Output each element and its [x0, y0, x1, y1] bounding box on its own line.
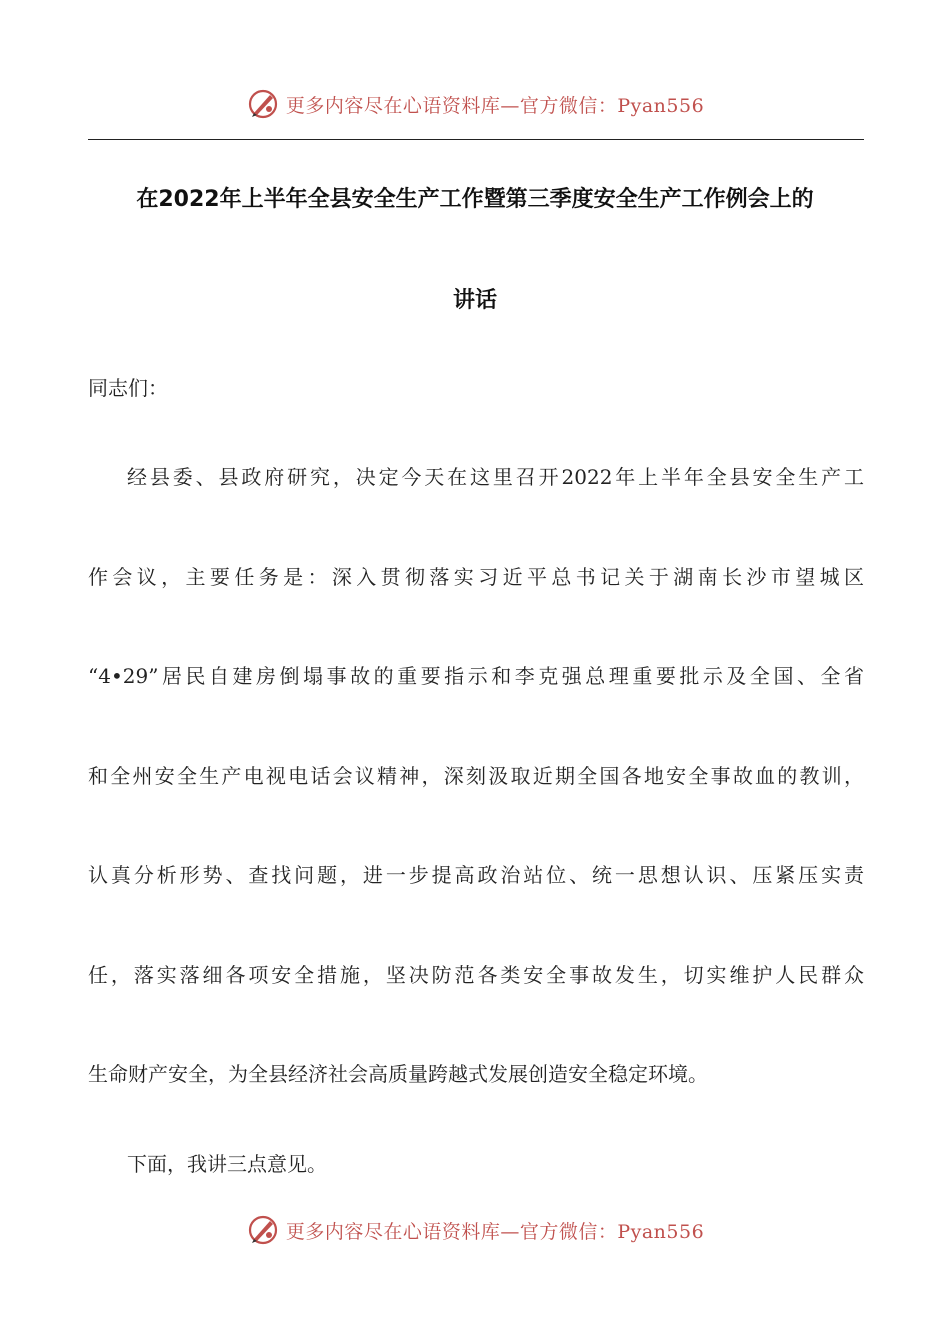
- paragraph-line: 和全州安全生产电视电话会议精神，深刻汲取近期全国各地安全事故血的教训，: [88, 764, 864, 788]
- footer-banner-text: 更多内容尽在心语资料库—官方微信：Pyan556: [285, 1220, 705, 1243]
- paragraph-line: “4•29”居民自建房倒塌事故的重要指示和李克强总理重要批示及全国、全省: [88, 664, 864, 688]
- header-banner-text: 更多内容尽在心语资料库—官方微信：Pyan556: [285, 94, 705, 117]
- salutation: 同志们：: [88, 376, 168, 400]
- paragraph-line: 经县委、县政府研究，决定今天在这里召开2022年上半年全县安全生产工: [127, 465, 864, 489]
- paragraph-2: 下面，我讲三点意见。: [127, 1152, 327, 1176]
- header-banner-content: [246, 87, 704, 121]
- header-banner: [0, 82, 950, 126]
- document-title-line-2: 讲话: [452, 288, 497, 313]
- paragraph-line: 认真分析形势、查找问题，进一步提高政治站位、统一思想认识、压紧压实责: [88, 863, 864, 887]
- pen-seal-logo-icon: [246, 87, 280, 121]
- footer-banner: [0, 1208, 950, 1252]
- footer-banner-content: [246, 1213, 704, 1247]
- header-divider: [88, 139, 864, 140]
- paragraph-line: 生命财产安全，为全县经济社会高质量跨越式发展创造安全稳定环境。: [88, 1062, 708, 1086]
- document-title-line-1: 在2022年上半年全县安全生产工作暨第三季度安全生产工作例会上的: [136, 187, 814, 212]
- pen-seal-logo-icon: [246, 1213, 280, 1247]
- paragraph-line: 任，落实落细各项安全措施，坚决防范各类安全事故发生，切实维护人民群众: [88, 963, 864, 987]
- paragraph-line: 作会议，主要任务是：深入贯彻落实习近平总书记关于湖南长沙市望城区: [88, 565, 864, 589]
